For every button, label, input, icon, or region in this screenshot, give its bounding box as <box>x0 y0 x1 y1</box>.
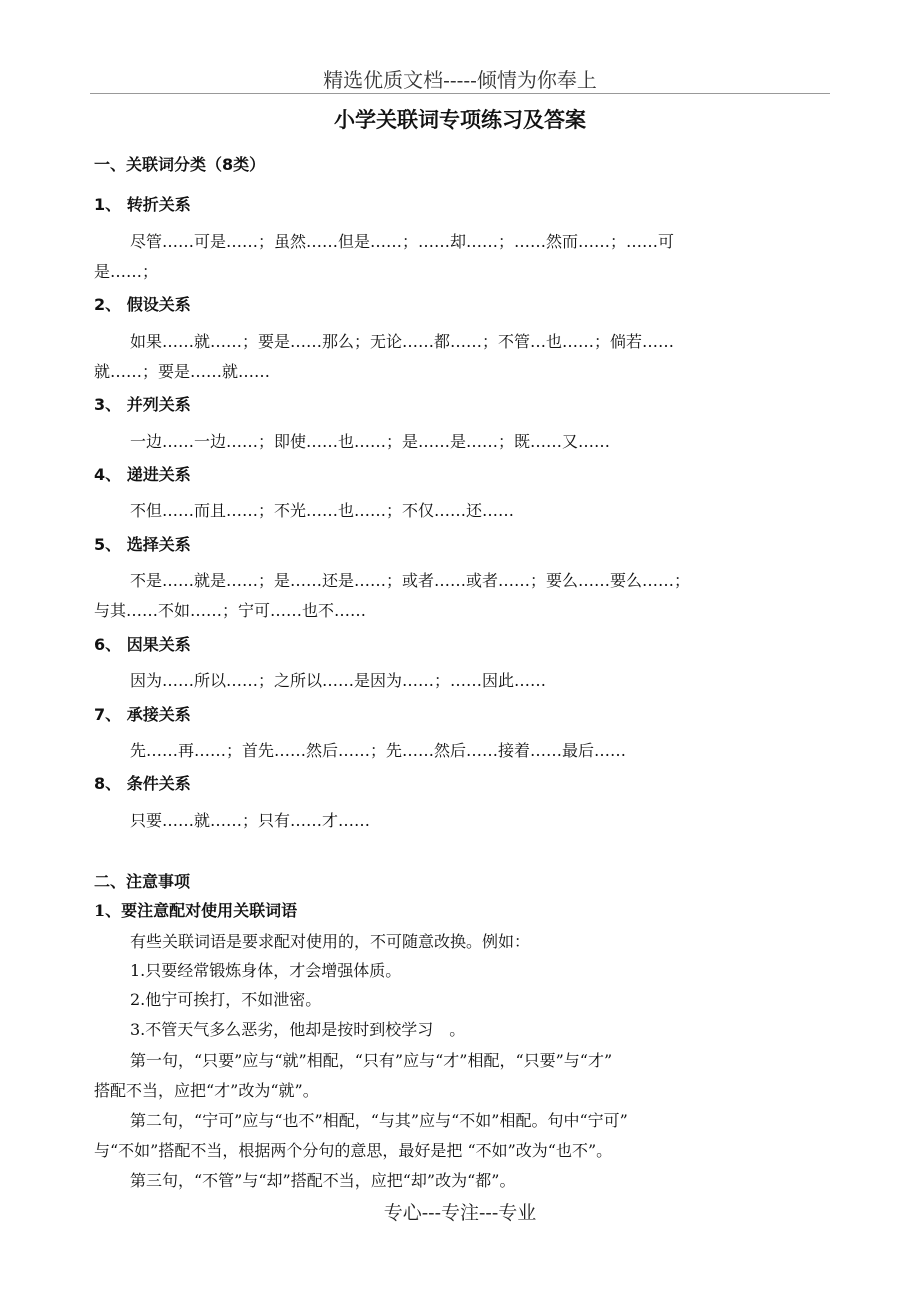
section-heading-notes: 二、注意事项 <box>94 872 191 891</box>
explanation-line: 第三句，“不管”与“却”搭配不当，应把“却”改为“都”。 <box>130 1171 516 1190</box>
section-heading-classification: 一、关联词分类（8类） <box>94 155 266 174</box>
category-line: 是……； <box>94 262 159 281</box>
category-line: 先……再……；首先……然后……；先……然后……接着……最后…… <box>130 741 627 760</box>
category-line: 因为……所以……；之所以……是因为……；……因此…… <box>130 671 547 690</box>
explanation-line: 第二句，“宁可”应与“也不”相配，“与其”应与“不如”相配。句中“宁可” <box>130 1111 628 1130</box>
category-heading: 6、 因果关系 <box>94 635 191 654</box>
page-footer: 专心---专注---专业 <box>383 1202 537 1224</box>
note-line: 有些关联词语是要求配对使用的，不可随意改换。例如： <box>130 932 531 951</box>
category-heading: 3、 并列关系 <box>94 395 191 414</box>
category-line: 就……；要是……就…… <box>94 362 271 381</box>
document-title: 小学关联词专项练习及答案 <box>334 108 586 132</box>
category-line: 如果……就……；要是……那么；无论……都……；不管…也……；倘若…… <box>130 332 675 351</box>
example-sentence: 2.他宁可挨打，不如泄密。 <box>130 990 322 1009</box>
category-heading: 2、 假设关系 <box>94 295 191 314</box>
note-sub-heading: 1、要注意配对使用关联词语 <box>94 901 298 920</box>
example-sentence: 3.不管天气多么恶劣，他却是按时到校学习 。 <box>130 1020 466 1039</box>
category-line: 尽管……可是……；虽然……但是……；……却……；……然而……；……可 <box>130 232 675 251</box>
category-heading: 5、 选择关系 <box>94 535 191 554</box>
category-heading: 7、 承接关系 <box>94 705 191 724</box>
header-divider <box>90 93 830 94</box>
category-heading: 1、 转折关系 <box>94 195 191 214</box>
category-line: 不是……就是……；是……还是……；或者……或者……；要么……要么……； <box>130 571 691 590</box>
category-heading: 8、 条件关系 <box>94 774 191 793</box>
category-heading: 4、 递进关系 <box>94 465 191 484</box>
explanation-line: 第一句，“只要”应与“就”相配，“只有”应与“才”相配，“只要”与“才” <box>130 1051 613 1070</box>
page-header: 精选优质文档-----倾情为你奉上 <box>323 68 597 92</box>
example-sentence: 1.只要经常锻炼身体，才会增强体质。 <box>130 961 402 980</box>
category-line: 与其……不如……；宁可……也不…… <box>94 601 367 620</box>
category-line: 只要……就……；只有……才…… <box>130 811 371 830</box>
category-line: 不但……而且……；不光……也……；不仅……还…… <box>130 501 515 520</box>
explanation-line: 与“不如”搭配不当，根据两个分句的意思，最好是把 “不如”改为“也不”。 <box>94 1141 613 1160</box>
category-line: 一边……一边……；即使……也……；是……是……；既……又…… <box>130 432 611 451</box>
explanation-line: 搭配不当，应把“才”改为“就”。 <box>94 1081 319 1100</box>
